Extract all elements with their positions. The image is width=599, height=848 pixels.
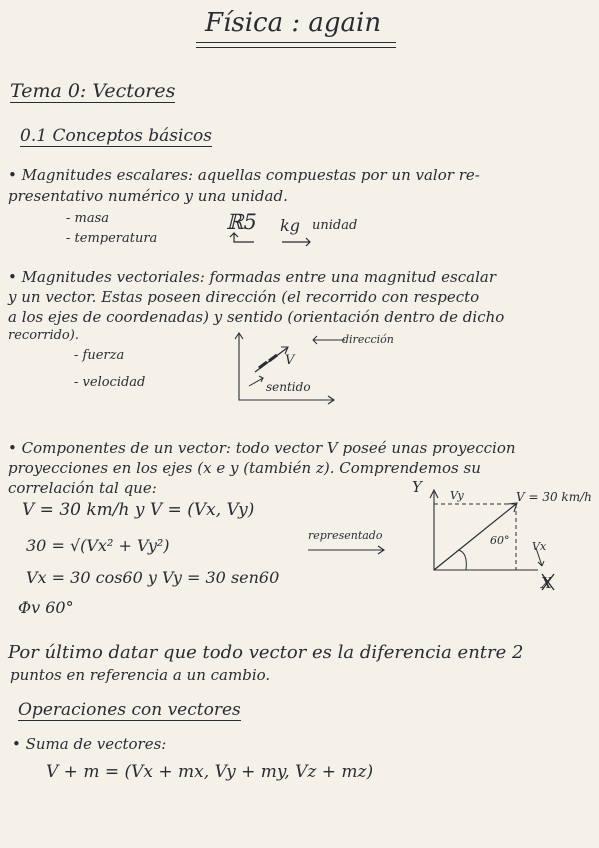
vector-line-3: a los ejes de coordenadas) y sentido (orientación dentro de dicho (8, 308, 505, 326)
title-underline-2 (196, 47, 396, 48)
components-eq-3: Vx = 30 cos60 y Vy = 30 sen60 (26, 568, 280, 587)
scalar-line-1: • Magnitudes escalares: aquellas compuestas por un valor re- (8, 166, 480, 184)
components-line-1: • Componentes de un vector: todo vector V poseé unas proyeccion (8, 439, 516, 457)
represented-label: representado (308, 529, 383, 542)
components-eq-2: 30 = √(Vx² + Vy²) (26, 536, 170, 555)
vector-diagram-v-label: V (285, 353, 295, 368)
scalar-expr-arrows (226, 230, 316, 250)
scalar-expr-unit: kg (280, 216, 300, 235)
vector-diagram-direction: dirección (342, 333, 394, 346)
vector-example-velocity: - velocidad (74, 375, 146, 390)
vector-line-4: recorrido). (8, 328, 79, 343)
components-line-3: correlación tal que: (8, 479, 157, 497)
closing-line-1: Por último datar que todo vector es la diferencia entre 2 (8, 642, 524, 663)
components-diagram-y-axis: Y (412, 478, 422, 496)
vector-line-2: y un vector. Estas poseen dirección (el recorrido con respecto (8, 288, 480, 306)
sum-title: • Suma de vectores: (12, 735, 167, 753)
operations-heading: Operaciones con vectores (18, 700, 241, 720)
represented-arrow (306, 544, 388, 556)
vector-diagram-sense: sentido (266, 380, 311, 394)
components-diagram-angle: 60° (490, 534, 510, 547)
sum-equation: V + m = (Vx + mx, Vy + my, Vz + mz) (46, 762, 374, 782)
section-heading: 0.1 Conceptos básicos (20, 126, 212, 146)
components-diagram-vy: Vy (450, 489, 464, 502)
scalar-expr-label: unidad (312, 218, 358, 233)
components-eq-4: Φv 60° (18, 598, 74, 617)
components-diagram-x-axis: X (541, 574, 552, 592)
vector-diagram (225, 330, 355, 408)
topic-heading: Tema 0: Vectores (10, 80, 176, 102)
vector-example-force: - fuerza (74, 348, 125, 363)
page-title: Física : again (205, 8, 382, 38)
scalar-expr-number: ℝ5 (226, 210, 257, 234)
scalar-example-temperature: - temperatura (66, 231, 158, 246)
closing-line-2: puntos en referencia a un cambio. (10, 666, 271, 684)
scalar-example-mass: - masa (66, 211, 110, 226)
components-diagram-vx: Vx (532, 540, 547, 553)
vector-line-1: • Magnitudes vectoriales: formadas entre una magnitud escalar (8, 268, 496, 286)
title-underline (196, 42, 396, 43)
components-eq-1: V = 30 km/h y V = (Vx, Vy) (22, 500, 255, 520)
components-diagram-v-label: V = 30 km/h (516, 490, 592, 504)
components-line-2: proyecciones en los ejes (x e y (también z). Comprendemos su (8, 459, 481, 477)
scalar-line-2: presentativo numérico y una unidad. (8, 187, 288, 205)
